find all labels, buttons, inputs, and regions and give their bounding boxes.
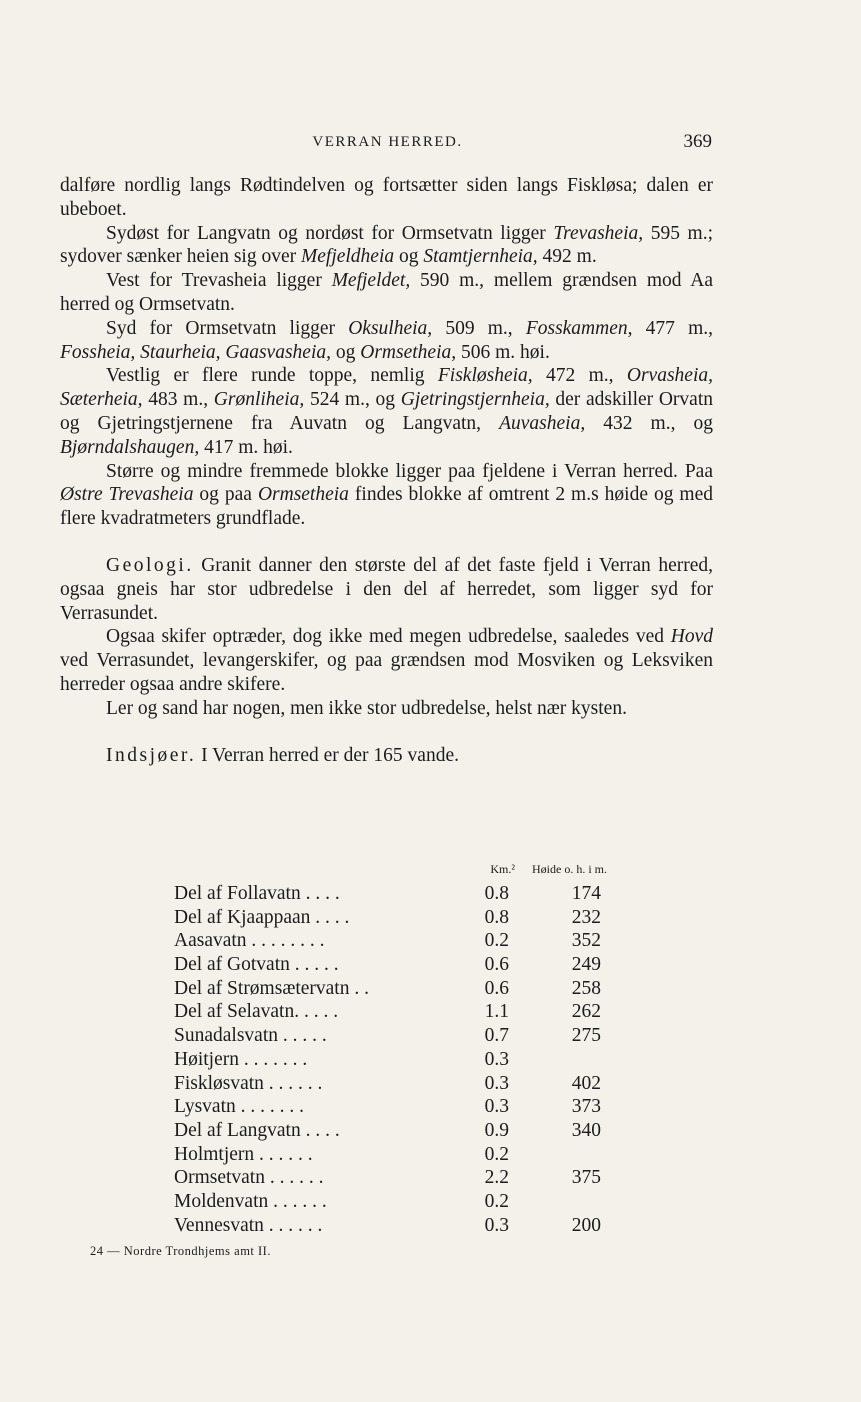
lake-area: 0.2 xyxy=(484,930,509,952)
lake-name: Del af Selavatn. . . . . xyxy=(174,1001,339,1023)
lake-height: 373 xyxy=(571,1096,601,1118)
lake-height: 402 xyxy=(571,1072,601,1094)
lake-name: Sunadalsvatn . . . . . xyxy=(174,1025,327,1047)
page-number: 369 xyxy=(683,131,712,152)
table-row xyxy=(174,1072,654,1096)
lake-height: 200 xyxy=(571,1214,601,1236)
page-header xyxy=(0,131,861,157)
section-heading-geology: Geologi. xyxy=(106,554,194,576)
lake-height: 174 xyxy=(571,883,601,904)
lake-area: 0.8 xyxy=(484,883,509,904)
paragraph: Ler og sand har nogen, men ikke stor udbredelse, helst nær kysten. xyxy=(106,697,627,719)
lake-height: 375 xyxy=(571,1167,601,1189)
lake-name: Del af Follavatn . . . . xyxy=(174,883,340,904)
lake-height: 258 xyxy=(571,977,601,999)
lake-name: Aasavatn . . . . . . . . xyxy=(174,930,325,952)
lake-height: 340 xyxy=(571,1119,601,1141)
table-row xyxy=(174,1024,654,1048)
lake-name: Fiskløsvatn . . . . . . xyxy=(174,1072,323,1094)
running-title: VERRAN HERRED. xyxy=(312,134,463,150)
lake-area: 0.6 xyxy=(484,954,509,976)
lake-name: Holmtjern . . . . . . xyxy=(174,1143,313,1165)
lake-area: 0.7 xyxy=(484,1025,509,1047)
table-row xyxy=(174,1048,654,1072)
table-row xyxy=(174,929,654,953)
table-row xyxy=(174,1095,654,1119)
lake-height: 232 xyxy=(571,906,601,928)
table-row xyxy=(174,1119,654,1143)
body-text xyxy=(60,174,713,767)
table-row xyxy=(174,1190,654,1214)
lake-name: Del af Strømsætervatn . . xyxy=(174,977,369,999)
paragraph: Ogsaa skifer optræder, dog ikke med megen udbredelse, saaledes ved Hovd ved Verrasundet, levangerskifer, og paa grændsen mod Mosviken og Leksviken herreder ogsaa andre skifere. xyxy=(60,626,713,695)
lake-area: 1.1 xyxy=(484,1001,509,1023)
lake-area: 0.3 xyxy=(484,1072,509,1094)
paragraph: Syd for Ormsetvatn ligger Oksulheia, 509 m., Fosskammen, 477 m., Fossheia, Staurheia, Gaasvasheia, og Ormsetheia, 506 m. høi. xyxy=(60,317,714,363)
table-row xyxy=(174,1166,654,1190)
column-header-height: Høide o. h. i m. xyxy=(532,862,607,876)
section-heading-lakes: Indsjøer. xyxy=(106,744,197,766)
paragraph: Større og mindre fremmede blokke ligger paa fjeldene i Verran herred. Paa Østre Trevasheia og paa Ormsetheia findes blokke af omtrent 2 m.s høide og med flere kvadratmeters grundflade. xyxy=(60,460,714,530)
table-header xyxy=(174,862,654,882)
table-row xyxy=(174,1143,654,1167)
lake-area: 0.9 xyxy=(484,1119,509,1141)
lake-area: 0.2 xyxy=(484,1190,509,1212)
lake-name: Høitjern . . . . . . . xyxy=(174,1048,308,1070)
table-row xyxy=(174,882,654,906)
paragraph: Sydøst for Langvatn og nordøst for Ormsetvatn ligger Trevasheia, 595 m.; sydover sænker heien sig over Mefjeldheia og Stamtjernheia, 492 m. xyxy=(60,222,713,268)
lake-name: Del af Kjaappaan . . . . xyxy=(174,906,350,928)
table-row xyxy=(174,977,654,1001)
lake-area: 0.3 xyxy=(484,1214,509,1236)
table-row xyxy=(174,906,654,930)
lake-area: 0.3 xyxy=(484,1048,509,1070)
table-row xyxy=(174,1214,654,1238)
geology-paragraph: Geologi. Granit danner den største del af det faste fjeld i Verran herred, ogsaa gneis har stor udbredelse i den del af herredet, som ligger syd for Verrasundet. xyxy=(60,554,713,624)
lake-area: 0.2 xyxy=(484,1143,509,1165)
lake-height: 275 xyxy=(571,1025,601,1047)
signature-mark: 24 — Nordre Trondhjems amt II. xyxy=(90,1244,271,1258)
paragraph: dalføre nordlig langs Rødtindelven og fortsætter siden langs Fiskløsa; dalen er ubeboet. xyxy=(60,175,713,220)
lake-area: 2.2 xyxy=(484,1167,509,1189)
lake-name: Moldenvatn . . . . . . xyxy=(174,1190,327,1212)
lake-name: Vennesvatn . . . . . . xyxy=(174,1214,323,1236)
lake-height: 352 xyxy=(571,930,601,952)
column-header-area: Km.² xyxy=(490,862,515,876)
lakes-paragraph: Indsjøer. I Verran herred er der 165 vande. xyxy=(106,744,459,766)
table-row xyxy=(174,1000,654,1024)
lake-area: 0.6 xyxy=(484,977,509,999)
lake-height: 249 xyxy=(571,954,601,976)
lake-name: Lysvatn . . . . . . . xyxy=(174,1096,304,1118)
table-row xyxy=(174,953,654,977)
table-body xyxy=(174,882,654,1237)
lake-area: 0.3 xyxy=(484,1096,509,1118)
paragraph: Vest for Trevasheia ligger Mefjeldet, 590 m., mellem grændsen mod Aa herred og Ormsetvatn. xyxy=(60,270,713,315)
lake-area: 0.8 xyxy=(484,906,509,928)
lake-height: 262 xyxy=(571,1001,601,1023)
lake-name: Del af Gotvatn . . . . . xyxy=(174,954,339,976)
lake-name: Del af Langvatn . . . . xyxy=(174,1119,340,1141)
paragraph: Vestlig er flere runde toppe, nemlig Fiskløsheia, 472 m., Orvasheia, Sæterheia, 483 m., Grønliheia, 524 m., og Gjetringstjernheia, der adskiller Orvatn og Gjetringstjernene fra Auvatn og Langvatn, Auvasheia, 432 m., og Bjørndalshaugen, 417 m. høi. xyxy=(60,365,714,458)
lakes-table xyxy=(174,862,654,1237)
lake-name: Ormsetvatn . . . . . . xyxy=(174,1167,324,1189)
